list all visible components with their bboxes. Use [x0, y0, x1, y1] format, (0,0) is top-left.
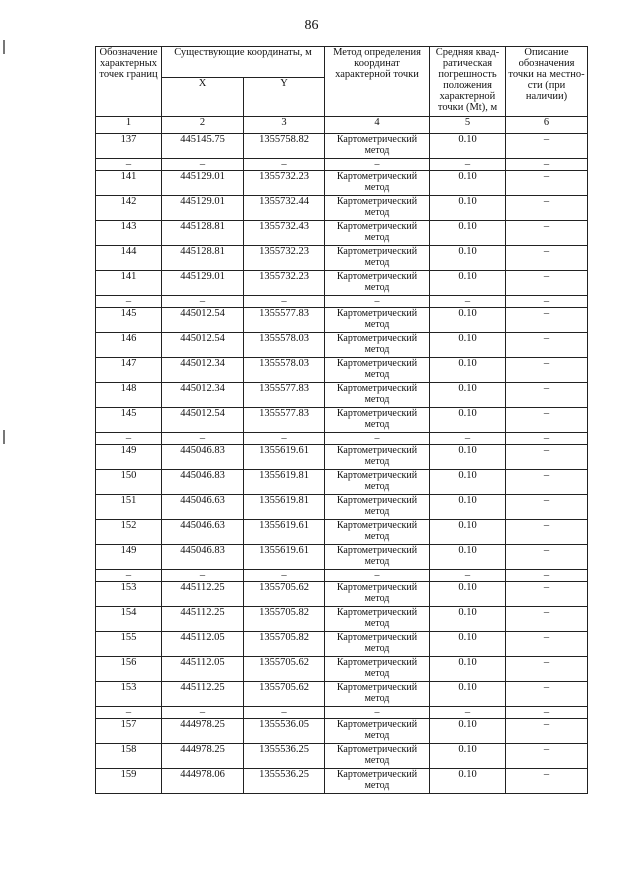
table-row — [96, 383, 588, 408]
accuracy-cell: 0.10 — [430, 744, 506, 769]
point-cell: – — [96, 296, 162, 308]
description-cell: – — [506, 744, 588, 769]
x-coordinate-cell: 445046.83 — [162, 470, 244, 495]
point-cell: – — [96, 159, 162, 171]
point-cell: 147 — [96, 358, 162, 383]
x-coordinate-cell: 445112.25 — [162, 682, 244, 707]
description-cell: – — [506, 520, 588, 545]
y-coordinate-cell: 1355732.23 — [244, 246, 325, 271]
y-coordinate-cell: 1355578.03 — [244, 358, 325, 383]
method-cell: Картометрический метод — [325, 246, 430, 271]
table-row — [96, 744, 588, 769]
column-number: 5 — [430, 117, 506, 134]
method-cell: Картометрический метод — [325, 333, 430, 358]
y-coordinate-cell: 1355619.81 — [244, 470, 325, 495]
header-method: Метод определения координат характерной точки — [325, 47, 430, 117]
method-cell: Картометрический метод — [325, 171, 430, 196]
point-cell: – — [96, 433, 162, 445]
method-cell: – — [325, 707, 430, 719]
method-cell: Картометрический метод — [325, 271, 430, 296]
y-coordinate-cell: – — [244, 296, 325, 308]
x-coordinate-cell: – — [162, 433, 244, 445]
table-row — [96, 333, 588, 358]
table-row — [96, 271, 588, 296]
column-number: 6 — [506, 117, 588, 134]
method-cell: – — [325, 159, 430, 171]
accuracy-cell: – — [430, 159, 506, 171]
accuracy-cell: 0.10 — [430, 358, 506, 383]
x-coordinate-cell: 445012.54 — [162, 333, 244, 358]
accuracy-cell: 0.10 — [430, 333, 506, 358]
x-coordinate-cell: 445129.01 — [162, 196, 244, 221]
accuracy-cell: – — [430, 570, 506, 582]
accuracy-cell: – — [430, 296, 506, 308]
description-cell: – — [506, 632, 588, 657]
x-coordinate-cell: 445046.63 — [162, 495, 244, 520]
table-row — [96, 196, 588, 221]
description-cell: – — [506, 445, 588, 470]
table-row — [96, 582, 588, 607]
y-coordinate-cell: 1355577.83 — [244, 408, 325, 433]
description-cell: – — [506, 495, 588, 520]
header-point: Обозначение характерных точек границ — [96, 47, 162, 117]
point-cell: 137 — [96, 134, 162, 159]
header-description: Описание обозначения точки на местно-сти (при наличии) — [506, 47, 588, 117]
method-cell: Картометрический метод — [325, 682, 430, 707]
description-cell: – — [506, 719, 588, 744]
y-coordinate-cell: 1355705.62 — [244, 657, 325, 682]
x-coordinate-cell: 445012.54 — [162, 308, 244, 333]
description-cell: – — [506, 271, 588, 296]
accuracy-cell: 0.10 — [430, 308, 506, 333]
x-coordinate-cell: 445112.25 — [162, 607, 244, 632]
accuracy-cell: 0.10 — [430, 657, 506, 682]
x-coordinate-cell: 445112.25 — [162, 582, 244, 607]
point-cell: 148 — [96, 383, 162, 408]
point-cell: 155 — [96, 632, 162, 657]
point-cell: 152 — [96, 520, 162, 545]
method-cell: – — [325, 433, 430, 445]
point-cell: 153 — [96, 682, 162, 707]
method-cell: Картометрический метод — [325, 769, 430, 794]
description-cell: – — [506, 246, 588, 271]
table-row — [96, 545, 588, 570]
separator-row — [96, 159, 588, 171]
method-cell: Картометрический метод — [325, 520, 430, 545]
accuracy-cell: 0.10 — [430, 383, 506, 408]
x-coordinate-cell: 445128.81 — [162, 246, 244, 271]
description-cell: – — [506, 707, 588, 719]
accuracy-cell: 0.10 — [430, 445, 506, 470]
accuracy-cell: 0.10 — [430, 719, 506, 744]
y-coordinate-cell: 1355732.23 — [244, 171, 325, 196]
x-coordinate-cell: 445129.01 — [162, 171, 244, 196]
table-row — [96, 358, 588, 383]
description-cell: – — [506, 296, 588, 308]
accuracy-cell: 0.10 — [430, 545, 506, 570]
y-coordinate-cell: 1355732.23 — [244, 271, 325, 296]
accuracy-cell: 0.10 — [430, 495, 506, 520]
method-cell: Картометрический метод — [325, 545, 430, 570]
description-cell: – — [506, 358, 588, 383]
method-cell: Картометрический метод — [325, 196, 430, 221]
point-cell: 141 — [96, 271, 162, 296]
y-coordinate-cell: – — [244, 570, 325, 582]
accuracy-cell: 0.10 — [430, 470, 506, 495]
method-cell: Картометрический метод — [325, 632, 430, 657]
method-cell: Картометрический метод — [325, 719, 430, 744]
method-cell: Картометрический метод — [325, 445, 430, 470]
y-coordinate-cell: 1355619.61 — [244, 445, 325, 470]
point-cell: 153 — [96, 582, 162, 607]
method-cell: Картометрический метод — [325, 408, 430, 433]
x-coordinate-cell: 445046.83 — [162, 545, 244, 570]
point-cell: 157 — [96, 719, 162, 744]
x-coordinate-cell: 445012.54 — [162, 408, 244, 433]
x-coordinate-cell: 445129.01 — [162, 271, 244, 296]
table-row — [96, 445, 588, 470]
y-coordinate-cell: 1355705.62 — [244, 582, 325, 607]
point-cell: 151 — [96, 495, 162, 520]
x-coordinate-cell: – — [162, 570, 244, 582]
method-cell: Картометрический метод — [325, 657, 430, 682]
y-coordinate-cell: – — [244, 159, 325, 171]
method-cell: Картометрический метод — [325, 358, 430, 383]
y-coordinate-cell: 1355705.82 — [244, 632, 325, 657]
method-cell: Картометрический метод — [325, 470, 430, 495]
accuracy-cell: 0.10 — [430, 171, 506, 196]
point-cell: 146 — [96, 333, 162, 358]
header-y: Y — [244, 78, 325, 117]
x-coordinate-cell: 445128.81 — [162, 221, 244, 246]
y-coordinate-cell: 1355536.25 — [244, 744, 325, 769]
y-coordinate-cell: – — [244, 433, 325, 445]
x-coordinate-cell: 445145.75 — [162, 134, 244, 159]
description-cell: – — [506, 545, 588, 570]
description-cell: – — [506, 570, 588, 582]
description-cell: – — [506, 657, 588, 682]
table-row — [96, 520, 588, 545]
point-cell: 156 — [96, 657, 162, 682]
y-coordinate-cell: 1355619.61 — [244, 545, 325, 570]
boundary-points-table — [95, 46, 588, 794]
description-cell: – — [506, 159, 588, 171]
method-cell: Картометрический метод — [325, 607, 430, 632]
accuracy-cell: 0.10 — [430, 221, 506, 246]
separator-row — [96, 433, 588, 445]
accuracy-cell: 0.10 — [430, 682, 506, 707]
separator-row — [96, 707, 588, 719]
description-cell: – — [506, 196, 588, 221]
y-coordinate-cell: 1355578.03 — [244, 333, 325, 358]
accuracy-cell: – — [430, 707, 506, 719]
x-coordinate-cell: 444978.25 — [162, 719, 244, 744]
y-coordinate-cell: 1355619.81 — [244, 495, 325, 520]
description-cell: – — [506, 682, 588, 707]
method-cell: Картометрический метод — [325, 383, 430, 408]
accuracy-cell: 0.10 — [430, 134, 506, 159]
accuracy-cell: 0.10 — [430, 408, 506, 433]
accuracy-cell: 0.10 — [430, 632, 506, 657]
point-cell: 154 — [96, 607, 162, 632]
y-coordinate-cell: 1355705.82 — [244, 607, 325, 632]
point-cell: 142 — [96, 196, 162, 221]
x-coordinate-cell: 445046.83 — [162, 445, 244, 470]
method-cell: Картометрический метод — [325, 308, 430, 333]
y-coordinate-cell: 1355536.25 — [244, 769, 325, 794]
header-coordinates: Существующие координаты, м — [162, 47, 325, 78]
method-cell: – — [325, 296, 430, 308]
accuracy-cell: 0.10 — [430, 246, 506, 271]
y-coordinate-cell: – — [244, 707, 325, 719]
description-cell: – — [506, 582, 588, 607]
point-cell: 145 — [96, 408, 162, 433]
x-coordinate-cell: – — [162, 159, 244, 171]
table-row — [96, 308, 588, 333]
point-cell: 158 — [96, 744, 162, 769]
description-cell: – — [506, 308, 588, 333]
table-row — [96, 408, 588, 433]
table-row — [96, 470, 588, 495]
header-x: X — [162, 78, 244, 117]
description-cell: – — [506, 470, 588, 495]
x-coordinate-cell: 444978.25 — [162, 744, 244, 769]
description-cell: – — [506, 433, 588, 445]
method-cell: Картометрический метод — [325, 221, 430, 246]
x-coordinate-cell: – — [162, 707, 244, 719]
x-coordinate-cell: 445012.34 — [162, 358, 244, 383]
accuracy-cell: 0.10 — [430, 196, 506, 221]
method-cell: Картометрический метод — [325, 744, 430, 769]
x-coordinate-cell: 445112.05 — [162, 632, 244, 657]
point-cell: 149 — [96, 445, 162, 470]
column-number: 2 — [162, 117, 244, 134]
point-cell: 145 — [96, 308, 162, 333]
scan-edge-mark — [3, 430, 5, 444]
table-row — [96, 134, 588, 159]
column-number: 1 — [96, 117, 162, 134]
description-cell: – — [506, 383, 588, 408]
point-cell: 143 — [96, 221, 162, 246]
separator-row — [96, 296, 588, 308]
description-cell: – — [506, 221, 588, 246]
table-row — [96, 607, 588, 632]
accuracy-cell: 0.10 — [430, 769, 506, 794]
table-row — [96, 221, 588, 246]
x-coordinate-cell: – — [162, 296, 244, 308]
x-coordinate-cell: 445112.05 — [162, 657, 244, 682]
table-row — [96, 769, 588, 794]
point-cell: 141 — [96, 171, 162, 196]
description-cell: – — [506, 408, 588, 433]
description-cell: – — [506, 134, 588, 159]
y-coordinate-cell: 1355732.44 — [244, 196, 325, 221]
accuracy-cell: 0.10 — [430, 582, 506, 607]
description-cell: – — [506, 171, 588, 196]
column-number: 4 — [325, 117, 430, 134]
y-coordinate-cell: 1355577.83 — [244, 308, 325, 333]
y-coordinate-cell: 1355577.83 — [244, 383, 325, 408]
method-cell: Картометрический метод — [325, 134, 430, 159]
y-coordinate-cell: 1355536.05 — [244, 719, 325, 744]
accuracy-cell: 0.10 — [430, 607, 506, 632]
accuracy-cell: 0.10 — [430, 271, 506, 296]
page-number: 86 — [304, 18, 319, 33]
table-row — [96, 171, 588, 196]
point-cell: 150 — [96, 470, 162, 495]
x-coordinate-cell: 445012.34 — [162, 383, 244, 408]
y-coordinate-cell: 1355705.62 — [244, 682, 325, 707]
x-coordinate-cell: 445046.63 — [162, 520, 244, 545]
x-coordinate-cell: 444978.06 — [162, 769, 244, 794]
y-coordinate-cell: 1355758.82 — [244, 134, 325, 159]
column-number: 3 — [244, 117, 325, 134]
table-row — [96, 495, 588, 520]
table-body — [96, 134, 588, 794]
y-coordinate-cell: 1355619.61 — [244, 520, 325, 545]
table-row — [96, 632, 588, 657]
point-cell: 149 — [96, 545, 162, 570]
point-cell: – — [96, 707, 162, 719]
description-cell: – — [506, 333, 588, 358]
scan-edge-mark — [3, 40, 5, 54]
accuracy-cell: 0.10 — [430, 520, 506, 545]
point-cell: – — [96, 570, 162, 582]
accuracy-cell: – — [430, 433, 506, 445]
point-cell: 159 — [96, 769, 162, 794]
header-accuracy: Средняя квад-ратическая погрешность положения характерной точки (Mt), м — [430, 47, 506, 117]
method-cell: Картометрический метод — [325, 495, 430, 520]
description-cell: – — [506, 769, 588, 794]
table-row — [96, 246, 588, 271]
separator-row — [96, 570, 588, 582]
point-cell: 144 — [96, 246, 162, 271]
table-row — [96, 657, 588, 682]
y-coordinate-cell: 1355732.43 — [244, 221, 325, 246]
method-cell: – — [325, 570, 430, 582]
method-cell: Картометрический метод — [325, 582, 430, 607]
description-cell: – — [506, 607, 588, 632]
table-row — [96, 682, 588, 707]
table-row — [96, 719, 588, 744]
